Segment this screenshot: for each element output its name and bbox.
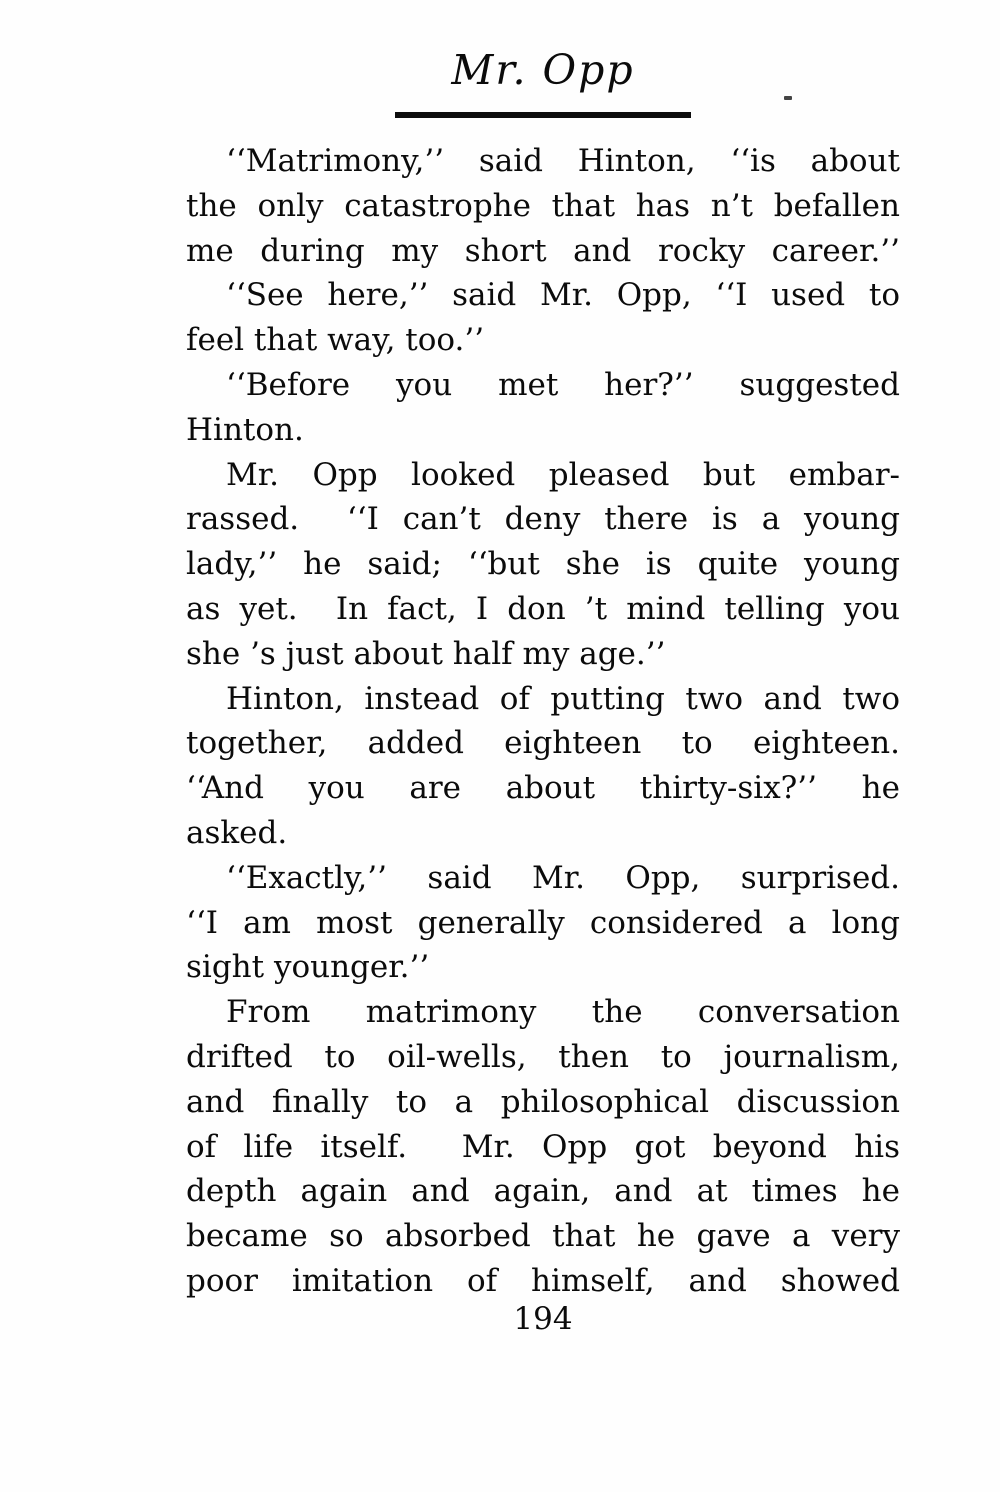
header-rule-container <box>186 112 900 118</box>
text-line: of life itself. Mr. Opp got beyond his <box>186 1128 900 1165</box>
text-line: sight younger.’’ <box>186 949 430 986</box>
body-text-column <box>186 139 900 1304</box>
text-line: ‘‘See here,’’ said Mr. Opp, ‘‘I used to <box>226 277 900 314</box>
ink-speck <box>784 96 792 100</box>
text-line: ‘‘And you are about thirty-six?’’ he <box>186 770 900 807</box>
text-line: Mr. Opp looked pleased but embar- <box>226 456 900 493</box>
text-line: ‘‘I am most generally considered a long <box>186 904 900 941</box>
text-line: Hinton. <box>186 411 304 448</box>
text-line: together, added eighteen to eighteen. <box>186 725 900 762</box>
text-line: ‘‘Exactly,’’ said Mr. Opp, surprised. <box>226 859 900 896</box>
text-line: she ’s just about half my age.’’ <box>186 635 666 672</box>
running-head-title: Mr. Opp <box>451 46 635 94</box>
text-line: asked. <box>186 814 288 851</box>
text-line: me during my short and rocky career.’’ <box>186 232 900 269</box>
text-line: feel that way, too.’’ <box>186 322 485 359</box>
page-number: 194 <box>513 1301 573 1337</box>
text-line: ‘‘Before you met her?’’ suggested <box>226 366 900 403</box>
text-line: rassed. ‘‘I can’t deny there is a young <box>186 501 900 538</box>
text-line: Hinton, instead of putting two and two <box>226 680 900 717</box>
text-line: and finally to a philosophical discussion <box>186 1083 900 1120</box>
text-line: lady,’’ he said; ‘‘but she is quite young <box>186 546 900 583</box>
text-line: poor imitation of himself, and showed <box>186 1262 900 1299</box>
text-line: depth again and again, and at times he <box>186 1173 900 1210</box>
text-line: From matrimony the conversation <box>226 994 900 1031</box>
text-line: drifted to oil-wells, then to journalism, <box>186 1038 900 1075</box>
text-line: became so absorbed that he gave a very <box>186 1218 900 1255</box>
text-line: ‘‘Matrimony,’’ said Hinton, ‘‘is about <box>226 143 900 179</box>
header-rule <box>395 112 691 118</box>
text-line: the only catastrophe that has n’t befallen <box>186 187 900 224</box>
text-line: as yet. In fact, I don ’t mind telling you <box>186 590 900 627</box>
